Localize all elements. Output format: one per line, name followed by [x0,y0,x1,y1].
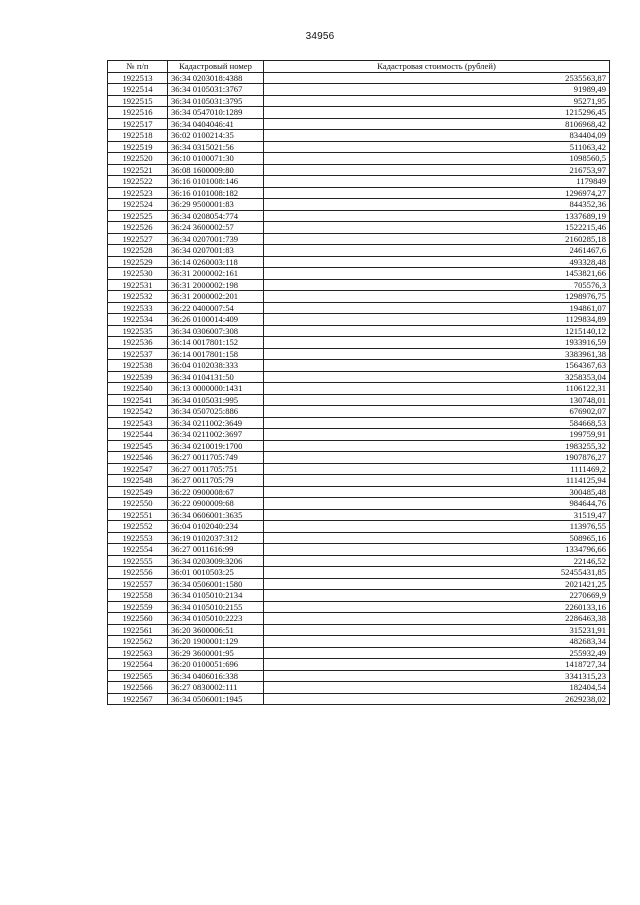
page-number: 34956 [305,31,335,42]
cadastral-number-cell: 36:34 0210019:1700 [168,440,264,452]
table-header-row [108,61,610,73]
table-row [108,647,610,659]
cadastral-number-cell: 36:34 0506001:1945 [168,693,264,705]
table-row [108,463,610,475]
row-number-cell: 1922566 [108,682,168,694]
cadastral-value-cell: 1296974,27 [264,187,610,199]
cadastral-number-cell: 36:34 0315021:56 [168,141,264,153]
table-row [108,107,610,119]
cadastral-value-cell: 1098560,5 [264,153,610,165]
row-number-cell: 1922551 [108,509,168,521]
cadastral-number-cell: 36:01 0010503:25 [168,567,264,579]
cadastral-number-cell: 36:16 0101008:182 [168,187,264,199]
cadastral-number-cell: 36:13 0000000:1431 [168,383,264,395]
table-row [108,567,610,579]
table-row [108,452,610,464]
table-row [108,199,610,211]
table-row [108,417,610,429]
row-number-cell: 1922541 [108,394,168,406]
row-number-cell: 1922554 [108,544,168,556]
cadastral-value-cell: 676902,07 [264,406,610,418]
cadastral-number-cell: 36:29 9500001:83 [168,199,264,211]
row-number-cell: 1922538 [108,360,168,372]
table-row [108,130,610,142]
row-number-cell: 1922515 [108,95,168,107]
cadastral-number-cell: 36:34 0406016:338 [168,670,264,682]
table-row [108,233,610,245]
table-row [108,302,610,314]
row-number-cell: 1922558 [108,590,168,602]
row-number-cell: 1922539 [108,371,168,383]
cadastral-value-cell: 2270669,9 [264,590,610,602]
cadastral-number-cell: 36:02 0100214:35 [168,130,264,142]
cadastral-number-cell: 36:22 0900008:67 [168,486,264,498]
row-number-cell: 1922549 [108,486,168,498]
row-number-cell: 1922520 [108,153,168,165]
cadastral-number-cell: 36:19 0102037:312 [168,532,264,544]
row-number-cell: 1922547 [108,463,168,475]
cadastral-value-table [107,60,610,705]
table-row [108,509,610,521]
cadastral-value-cell: 1907876,27 [264,452,610,464]
row-number-cell: 1922545 [108,440,168,452]
cadastral-value-cell: 1129834,89 [264,314,610,326]
table-row [108,256,610,268]
cadastral-value-cell: 52455431,85 [264,567,610,579]
cadastral-value-cell: 300485,48 [264,486,610,498]
cadastral-value-cell: 2021421,25 [264,578,610,590]
row-number-cell: 1922550 [108,498,168,510]
cadastral-number-cell: 36:34 0203018:4388 [168,72,264,84]
table-row [108,164,610,176]
cadastral-value-cell: 3383961,38 [264,348,610,360]
table-row [108,406,610,418]
table-row [108,544,610,556]
row-number-cell: 1922563 [108,647,168,659]
cadastral-value-cell: 1337689,19 [264,210,610,222]
row-number-cell: 1922533 [108,302,168,314]
row-number-cell: 1922546 [108,452,168,464]
cadastral-value-cell: 2286463,38 [264,613,610,625]
table-row [108,486,610,498]
table-row [108,682,610,694]
cadastral-number-cell: 36:27 0011616:99 [168,544,264,556]
column-header-cadastral-number: Кадастровый номер [168,61,264,73]
cadastral-value-cell: 216753,97 [264,164,610,176]
row-number-cell: 1922540 [108,383,168,395]
table-row [108,176,610,188]
table-row [108,360,610,372]
cadastral-number-cell: 36:34 0606001:3635 [168,509,264,521]
table-row [108,371,610,383]
table-row [108,222,610,234]
row-number-cell: 1922516 [108,107,168,119]
table-row [108,72,610,84]
cadastral-number-cell: 36:20 0100051:696 [168,659,264,671]
table-row [108,383,610,395]
cadastral-number-cell: 36:34 0105031:995 [168,394,264,406]
cadastral-value-cell: 1106122,31 [264,383,610,395]
cadastral-number-cell: 36:27 0830002:111 [168,682,264,694]
table-row [108,613,610,625]
table-row [108,624,610,636]
cadastral-number-cell: 36:08 1600009:80 [168,164,264,176]
row-number-cell: 1922514 [108,84,168,96]
row-number-cell: 1922526 [108,222,168,234]
row-number-cell: 1922560 [108,613,168,625]
cadastral-number-cell: 36:29 3600001:95 [168,647,264,659]
row-number-cell: 1922552 [108,521,168,533]
cadastral-value-cell: 3341315,23 [264,670,610,682]
table-row [108,475,610,487]
row-number-cell: 1922522 [108,176,168,188]
table-row [108,670,610,682]
cadastral-number-cell: 36:10 0100071:30 [168,153,264,165]
cadastral-number-cell: 36:34 0105010:2223 [168,613,264,625]
cadastral-number-cell: 36:20 3600006:51 [168,624,264,636]
table-row [108,291,610,303]
cadastral-value-cell: 984644,76 [264,498,610,510]
cadastral-value-cell: 584668,53 [264,417,610,429]
cadastral-value-cell: 22146,52 [264,555,610,567]
cadastral-number-cell: 36:34 0203009:3206 [168,555,264,567]
cadastral-value-cell: 91989,49 [264,84,610,96]
table-row [108,279,610,291]
row-number-cell: 1922544 [108,429,168,441]
cadastral-number-cell: 36:04 0102038:333 [168,360,264,372]
cadastral-number-cell: 36:34 0404046:41 [168,118,264,130]
cadastral-value-cell: 844352,36 [264,199,610,211]
cadastral-value-cell: 705576,3 [264,279,610,291]
row-number-cell: 1922553 [108,532,168,544]
cadastral-value-cell: 1111469,2 [264,463,610,475]
cadastral-value-cell: 95271,95 [264,95,610,107]
table-row [108,590,610,602]
cadastral-number-cell: 36:34 0507025:886 [168,406,264,418]
cadastral-number-cell: 36:34 0506001:1580 [168,578,264,590]
table-row [108,187,610,199]
cadastral-value-cell: 1215296,45 [264,107,610,119]
row-number-cell: 1922534 [108,314,168,326]
cadastral-number-cell: 36:22 0400007:54 [168,302,264,314]
table-row [108,555,610,567]
row-number-cell: 1922528 [108,245,168,257]
cadastral-value-cell: 199759,91 [264,429,610,441]
cadastral-number-cell: 36:26 0100014:409 [168,314,264,326]
row-number-cell: 1922565 [108,670,168,682]
row-number-cell: 1922535 [108,325,168,337]
cadastral-number-cell: 36:14 0260003:118 [168,256,264,268]
cadastral-number-cell: 36:27 0011705:79 [168,475,264,487]
cadastral-number-cell: 36:34 0105031:3795 [168,95,264,107]
table-row [108,521,610,533]
row-number-cell: 1922531 [108,279,168,291]
table-row [108,95,610,107]
table-row [108,440,610,452]
cadastral-value-cell: 1453821,66 [264,268,610,280]
row-number-cell: 1922567 [108,693,168,705]
row-number-cell: 1922561 [108,624,168,636]
row-number-cell: 1922521 [108,164,168,176]
table-row [108,394,610,406]
cadastral-number-cell: 36:34 0306007:308 [168,325,264,337]
cadastral-value-cell: 1564367,63 [264,360,610,372]
table-row [108,141,610,153]
cadastral-number-cell: 36:31 2000002:198 [168,279,264,291]
cadastral-value-cell: 1418727,34 [264,659,610,671]
row-number-cell: 1922518 [108,130,168,142]
row-number-cell: 1922517 [108,118,168,130]
row-number-cell: 1922562 [108,636,168,648]
cadastral-number-cell: 36:24 3600002:57 [168,222,264,234]
cadastral-number-cell: 36:34 0207001:83 [168,245,264,257]
cadastral-number-cell: 36:31 2000002:161 [168,268,264,280]
table-row [108,601,610,613]
cadastral-value-cell: 194861,07 [264,302,610,314]
row-number-cell: 1922525 [108,210,168,222]
row-number-cell: 1922548 [108,475,168,487]
cadastral-number-cell: 36:34 0105010:2155 [168,601,264,613]
cadastral-value-cell: 1215140,12 [264,325,610,337]
cadastral-value-cell: 2461467,6 [264,245,610,257]
cadastral-value-cell: 834404,09 [264,130,610,142]
cadastral-number-cell: 36:34 0208054:774 [168,210,264,222]
table-row [108,348,610,360]
table-row [108,659,610,671]
cadastral-value-cell: 493328,48 [264,256,610,268]
cadastral-value-cell: 315231,91 [264,624,610,636]
cadastral-value-cell: 1179849 [264,176,610,188]
cadastral-value-cell: 1298976,75 [264,291,610,303]
row-number-cell: 1922556 [108,567,168,579]
row-number-cell: 1922536 [108,337,168,349]
cadastral-value-cell: 1114125,94 [264,475,610,487]
cadastral-value-cell: 2160285,18 [264,233,610,245]
row-number-cell: 1922519 [108,141,168,153]
cadastral-value-cell: 1522215,46 [264,222,610,234]
table-row [108,578,610,590]
cadastral-number-cell: 36:27 0011705:751 [168,463,264,475]
cadastral-number-cell: 36:20 1900001:129 [168,636,264,648]
row-number-cell: 1922542 [108,406,168,418]
cadastral-number-cell: 36:34 0207001:739 [168,233,264,245]
cadastral-value-cell: 130748,01 [264,394,610,406]
table-row [108,337,610,349]
cadastral-value-cell: 1933916,59 [264,337,610,349]
table-body [108,72,610,705]
row-number-cell: 1922530 [108,268,168,280]
cadastral-number-cell: 36:04 0102040:234 [168,521,264,533]
column-header-number: № п/п [108,61,168,73]
table-row [108,118,610,130]
table-row [108,153,610,165]
table-row [108,498,610,510]
row-number-cell: 1922529 [108,256,168,268]
cadastral-value-cell: 113976,55 [264,521,610,533]
cadastral-number-cell: 36:14 0017801:158 [168,348,264,360]
table-row [108,84,610,96]
cadastral-number-cell: 36:14 0017801:152 [168,337,264,349]
cadastral-number-cell: 36:34 0211002:3697 [168,429,264,441]
row-number-cell: 1922564 [108,659,168,671]
cadastral-value-cell: 2260133,16 [264,601,610,613]
cadastral-value-cell: 31519,47 [264,509,610,521]
cadastral-number-cell: 36:34 0105031:3767 [168,84,264,96]
cadastral-value-cell: 8106968,42 [264,118,610,130]
table-row [108,429,610,441]
row-number-cell: 1922543 [108,417,168,429]
table-row [108,210,610,222]
cadastral-number-cell: 36:34 0211002:3649 [168,417,264,429]
row-number-cell: 1922523 [108,187,168,199]
cadastral-value-cell: 508965,16 [264,532,610,544]
row-number-cell: 1922513 [108,72,168,84]
cadastral-value-cell: 511063,42 [264,141,610,153]
table-row [108,245,610,257]
column-header-cadastral-value: Кадастровая стоимость (рублей) [264,61,610,73]
table-row [108,693,610,705]
cadastral-value-cell: 255932,49 [264,647,610,659]
cadastral-number-cell: 36:31 2000002:201 [168,291,264,303]
cadastral-number-cell: 36:34 0105010:2134 [168,590,264,602]
table-row [108,325,610,337]
cadastral-value-cell: 2535563,87 [264,72,610,84]
cadastral-number-cell: 36:16 0101008:146 [168,176,264,188]
cadastral-number-cell: 36:22 0900009:68 [168,498,264,510]
table-row [108,636,610,648]
row-number-cell: 1922559 [108,601,168,613]
cadastral-value-cell: 482683,34 [264,636,610,648]
cadastral-number-cell: 36:27 0011705:749 [168,452,264,464]
table-row [108,268,610,280]
row-number-cell: 1922532 [108,291,168,303]
row-number-cell: 1922555 [108,555,168,567]
row-number-cell: 1922524 [108,199,168,211]
cadastral-number-cell: 36:34 0547010:1289 [168,107,264,119]
cadastral-value-cell: 182404,54 [264,682,610,694]
row-number-cell: 1922527 [108,233,168,245]
table-row [108,532,610,544]
cadastral-value-cell: 1983255,32 [264,440,610,452]
row-number-cell: 1922537 [108,348,168,360]
cadastral-value-cell: 1334796,66 [264,544,610,556]
table-row [108,314,610,326]
cadastral-value-cell: 3258353,04 [264,371,610,383]
cadastral-value-cell: 2629238,02 [264,693,610,705]
cadastral-number-cell: 36:34 0104131:50 [168,371,264,383]
row-number-cell: 1922557 [108,578,168,590]
